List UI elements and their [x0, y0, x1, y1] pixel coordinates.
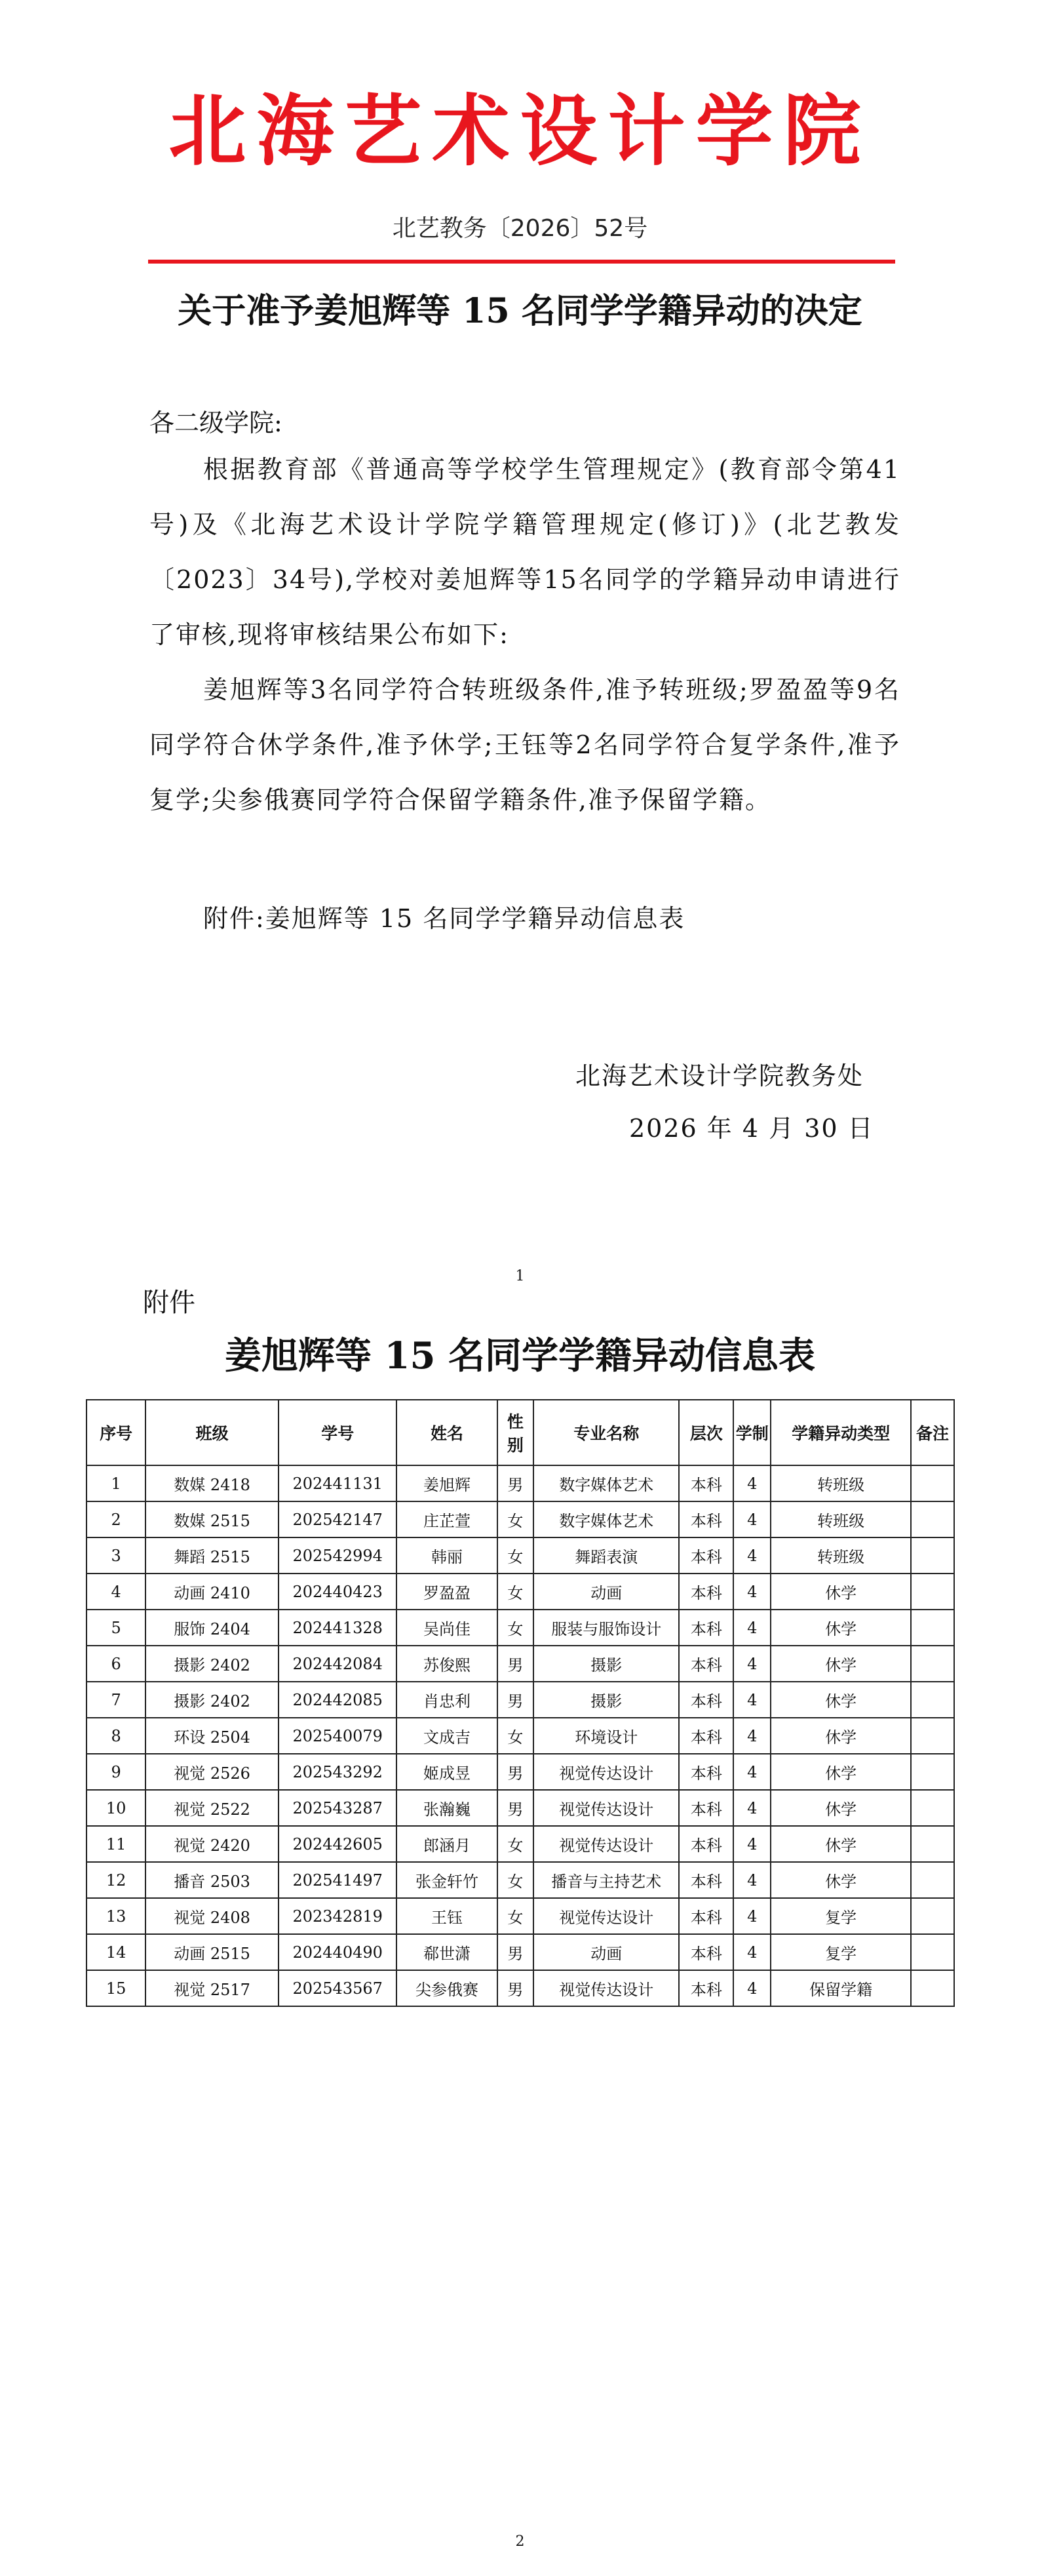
- table-cell: 张瀚巍: [396, 1790, 497, 1826]
- header-cell: 班级: [145, 1400, 279, 1465]
- header-cell: 学籍异动类型: [771, 1400, 911, 1465]
- table-cell: 男: [497, 1682, 534, 1718]
- table-cell: 视觉传达设计: [533, 1790, 679, 1826]
- signature-org: 北海艺术设计学院教务处: [575, 1061, 864, 1090]
- signature-date: 2026 年 4 月 30 日: [629, 1114, 874, 1143]
- table-cell: 202440423: [279, 1574, 396, 1610]
- table-cell: 苏俊熙: [396, 1646, 497, 1682]
- status-change-table: [86, 1399, 955, 2007]
- table-cell: 女: [497, 1537, 534, 1574]
- table-cell: 13: [87, 1898, 145, 1934]
- table-row: [87, 1970, 954, 2006]
- table-cell: 动画 2410: [145, 1574, 279, 1610]
- table-cell: 4: [733, 1826, 771, 1862]
- table-cell: 4: [87, 1574, 145, 1610]
- table-cell: 休学: [771, 1754, 911, 1790]
- table-cell: 4: [733, 1537, 771, 1574]
- table-cell: [911, 1790, 954, 1826]
- table-cell: 女: [497, 1501, 534, 1537]
- table-cell: 12: [87, 1862, 145, 1898]
- table-cell: 本科: [679, 1826, 733, 1862]
- table-cell: 复学: [771, 1934, 911, 1970]
- header-cell: 序号: [87, 1400, 145, 1465]
- body-paragraph-basis: 根据教育部《普通高等学校学生管理规定》(教育部令第41号)及《北海艺术设计学院学籍管理规定(修订)》(北艺教发〔2023〕34号),学校对姜旭辉等15名同学的学籍异动申请进行了审核,现将审核结果公布如下:: [149, 455, 900, 649]
- table-cell: 202542147: [279, 1501, 396, 1537]
- table-cell: 休学: [771, 1862, 911, 1898]
- table-row: [87, 1574, 954, 1610]
- table-row: [87, 1682, 954, 1718]
- table-cell: 4: [733, 1862, 771, 1898]
- table-cell: 郎涵月: [396, 1826, 497, 1862]
- table-cell: 202442084: [279, 1646, 396, 1682]
- table-cell: 本科: [679, 1501, 733, 1537]
- table-cell: 本科: [679, 1682, 733, 1718]
- table-cell: 4: [733, 1934, 771, 1970]
- table-cell: 数媒 2515: [145, 1501, 279, 1537]
- table-row: [87, 1862, 954, 1898]
- table-cell: 转班级: [771, 1537, 911, 1574]
- table-cell: 复学: [771, 1898, 911, 1934]
- table-cell: 休学: [771, 1646, 911, 1682]
- table-cell: 4: [733, 1574, 771, 1610]
- table-cell: [911, 1934, 954, 1970]
- table-cell: [911, 1898, 954, 1934]
- table-cell: 尖参俄赛: [396, 1970, 497, 2006]
- header-cell: 备注: [911, 1400, 954, 1465]
- table-cell: 转班级: [771, 1465, 911, 1501]
- table-cell: 摄影: [533, 1646, 679, 1682]
- table-cell: 202342819: [279, 1898, 396, 1934]
- table-cell: 3: [87, 1537, 145, 1574]
- table-cell: 本科: [679, 1898, 733, 1934]
- table-cell: 女: [497, 1574, 534, 1610]
- table-cell: 动画: [533, 1934, 679, 1970]
- table-cell: 本科: [679, 1574, 733, 1610]
- table-row: [87, 1718, 954, 1754]
- table-cell: 数字媒体艺术: [533, 1465, 679, 1501]
- table-cell: 202441131: [279, 1465, 396, 1501]
- table-cell: 本科: [679, 1754, 733, 1790]
- table-cell: 男: [497, 1646, 534, 1682]
- table-cell: 休学: [771, 1826, 911, 1862]
- table-cell: 4: [733, 1501, 771, 1537]
- table-cell: 2: [87, 1501, 145, 1537]
- table-cell: 王钰: [396, 1898, 497, 1934]
- table-cell: 本科: [679, 1465, 733, 1501]
- table-cell: [911, 1970, 954, 2006]
- table-cell: 视觉传达设计: [533, 1754, 679, 1790]
- table-cell: 本科: [679, 1610, 733, 1646]
- table-cell: 张金轩竹: [396, 1862, 497, 1898]
- table-cell: 5: [87, 1610, 145, 1646]
- table-cell: 4: [733, 1790, 771, 1826]
- table-cell: 视觉传达设计: [533, 1826, 679, 1862]
- table-cell: 休学: [771, 1682, 911, 1718]
- table-cell: 202540079: [279, 1718, 396, 1754]
- table-cell: [911, 1718, 954, 1754]
- table-row: [87, 1465, 954, 1501]
- table-cell: 4: [733, 1465, 771, 1501]
- table-cell: 女: [497, 1862, 534, 1898]
- table-cell: 动画 2515: [145, 1934, 279, 1970]
- table-cell: 服装与服饰设计: [533, 1610, 679, 1646]
- table-cell: 休学: [771, 1610, 911, 1646]
- letterhead: 北海艺术设计学院: [168, 86, 872, 176]
- table-cell: 庄芷萱: [396, 1501, 497, 1537]
- table-cell: 202543292: [279, 1754, 396, 1790]
- attachment-line: 附件:姜旭辉等 15 名同学学籍异动信息表: [203, 904, 685, 933]
- table-row: [87, 1898, 954, 1934]
- table-row: [87, 1501, 954, 1537]
- table-cell: 4: [733, 1646, 771, 1682]
- table-cell: 202440490: [279, 1934, 396, 1970]
- table-cell: 摄影: [533, 1682, 679, 1718]
- header-cell: 性别: [497, 1400, 534, 1465]
- table-cell: [911, 1754, 954, 1790]
- table-cell: 播音与主持艺术: [533, 1862, 679, 1898]
- table-cell: 男: [497, 1790, 534, 1826]
- table-cell: [911, 1826, 954, 1862]
- salutation: 各二级学院:: [149, 408, 282, 437]
- header-cell: 姓名: [396, 1400, 497, 1465]
- table-cell: [911, 1465, 954, 1501]
- table-cell: 环境设计: [533, 1718, 679, 1754]
- table-cell: 吴尚佳: [396, 1610, 497, 1646]
- header-cell: 学号: [279, 1400, 396, 1465]
- table-cell: 视觉 2522: [145, 1790, 279, 1826]
- table-cell: 本科: [679, 1537, 733, 1574]
- table-cell: 4: [733, 1754, 771, 1790]
- table-cell: 4: [733, 1682, 771, 1718]
- table-cell: [911, 1862, 954, 1898]
- table-cell: 202442605: [279, 1826, 396, 1862]
- table-cell: 姬成昱: [396, 1754, 497, 1790]
- table-row: [87, 1826, 954, 1862]
- table-cell: [911, 1646, 954, 1682]
- header-cell: 专业名称: [533, 1400, 679, 1465]
- table-cell: [911, 1682, 954, 1718]
- table-cell: 女: [497, 1610, 534, 1646]
- table-cell: 202541497: [279, 1862, 396, 1898]
- table-cell: 7: [87, 1682, 145, 1718]
- header-cell: 层次: [679, 1400, 733, 1465]
- table-cell: 202441328: [279, 1610, 396, 1646]
- table-cell: 动画: [533, 1574, 679, 1610]
- table-cell: 肖忠利: [396, 1682, 497, 1718]
- page-number-2: 2: [515, 2533, 525, 2550]
- table-cell: 女: [497, 1898, 534, 1934]
- table-cell: 女: [497, 1826, 534, 1862]
- table-cell: 摄影 2402: [145, 1682, 279, 1718]
- table-cell: 韩丽: [396, 1537, 497, 1574]
- table-cell: 休学: [771, 1718, 911, 1754]
- table-cell: [911, 1610, 954, 1646]
- table-row: [87, 1754, 954, 1790]
- table-cell: 6: [87, 1646, 145, 1682]
- table-cell: [911, 1537, 954, 1574]
- table-cell: 男: [497, 1934, 534, 1970]
- attachment-label: 附件: [143, 1288, 195, 1318]
- table-cell: 休学: [771, 1790, 911, 1826]
- table-cell: 数字媒体艺术: [533, 1501, 679, 1537]
- table-cell: 202543567: [279, 1970, 396, 2006]
- table-title: 姜旭辉等 15 名同学学籍异动信息表: [225, 1334, 815, 1377]
- table-cell: 本科: [679, 1934, 733, 1970]
- table-cell: 休学: [771, 1574, 911, 1610]
- table-cell: 本科: [679, 1718, 733, 1754]
- table-cell: 10: [87, 1790, 145, 1826]
- page-number-1: 1: [515, 1268, 525, 1284]
- document-title: 关于准予姜旭辉等 15 名同学学籍异动的决定: [178, 291, 862, 331]
- table-cell: 202442085: [279, 1682, 396, 1718]
- table-cell: 视觉传达设计: [533, 1970, 679, 2006]
- table-cell: 1: [87, 1465, 145, 1501]
- table-cell: 数媒 2418: [145, 1465, 279, 1501]
- table-row: [87, 1537, 954, 1574]
- table-cell: 播音 2503: [145, 1862, 279, 1898]
- table-cell: 14: [87, 1934, 145, 1970]
- table-cell: 4: [733, 1610, 771, 1646]
- table-cell: 男: [497, 1970, 534, 2006]
- table-cell: 男: [497, 1754, 534, 1790]
- table-cell: 保留学籍: [771, 1970, 911, 2006]
- table-cell: 本科: [679, 1970, 733, 2006]
- table-cell: 本科: [679, 1790, 733, 1826]
- table-cell: 女: [497, 1718, 534, 1754]
- table-cell: 服饰 2404: [145, 1610, 279, 1646]
- table-cell: 9: [87, 1754, 145, 1790]
- table-body: [87, 1465, 954, 2006]
- table-cell: 本科: [679, 1862, 733, 1898]
- table-cell: 视觉 2517: [145, 1970, 279, 2006]
- table-cell: 本科: [679, 1646, 733, 1682]
- table-cell: 环设 2504: [145, 1718, 279, 1754]
- table-cell: 202543287: [279, 1790, 396, 1826]
- table-cell: 转班级: [771, 1501, 911, 1537]
- table-row: [87, 1934, 954, 1970]
- table-cell: 文成吉: [396, 1718, 497, 1754]
- table-cell: 4: [733, 1898, 771, 1934]
- table-cell: 郗世潇: [396, 1934, 497, 1970]
- table-cell: 视觉 2420: [145, 1826, 279, 1862]
- table-cell: 姜旭辉: [396, 1465, 497, 1501]
- table-cell: 8: [87, 1718, 145, 1754]
- table-cell: [911, 1501, 954, 1537]
- table-row: [87, 1646, 954, 1682]
- header-cell: 学制: [733, 1400, 771, 1465]
- table-cell: 罗盈盈: [396, 1574, 497, 1610]
- table-header-row: [87, 1400, 954, 1465]
- red-divider-line: [148, 260, 895, 264]
- table-cell: [911, 1574, 954, 1610]
- table-row: [87, 1610, 954, 1646]
- body-paragraph-result: 姜旭辉等3名同学符合转班级条件,准予转班级;罗盈盈等9名同学符合休学条件,准予休学;王钰等2名同学符合复学条件,准予复学;尖参俄赛同学符合保留学籍条件,准予保留学籍。: [149, 675, 900, 814]
- table-cell: 202542994: [279, 1537, 396, 1574]
- table-cell: 舞蹈 2515: [145, 1537, 279, 1574]
- table-row: [87, 1790, 954, 1826]
- table-cell: 15: [87, 1970, 145, 2006]
- table-cell: 4: [733, 1970, 771, 2006]
- table-cell: 视觉传达设计: [533, 1898, 679, 1934]
- document-number: 北艺教务〔2026〕52号: [392, 215, 648, 242]
- table-cell: 11: [87, 1826, 145, 1862]
- table-cell: 视觉 2526: [145, 1754, 279, 1790]
- table-cell: 男: [497, 1465, 534, 1501]
- table-cell: 摄影 2402: [145, 1646, 279, 1682]
- table-cell: 视觉 2408: [145, 1898, 279, 1934]
- table-cell: 4: [733, 1718, 771, 1754]
- table-cell: 舞蹈表演: [533, 1537, 679, 1574]
